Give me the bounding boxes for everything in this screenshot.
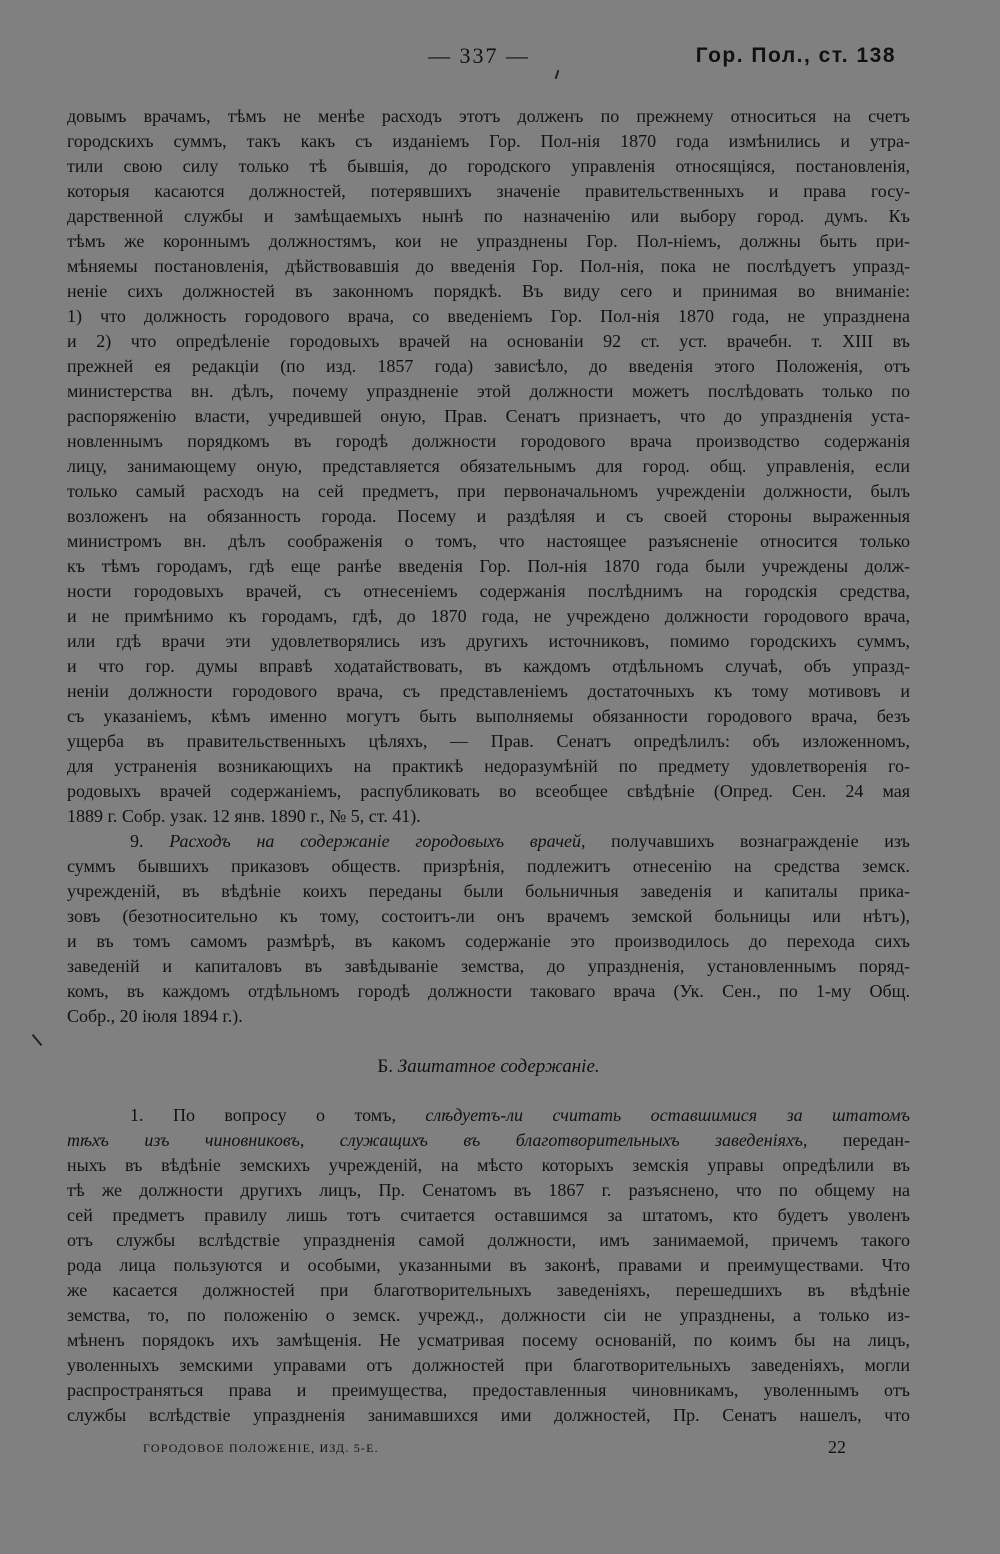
text-line: неніи должности городового врача, съ представленіемъ достаточныхъ къ тому мотивовъ и	[67, 681, 910, 701]
text-line: распространяться права и преимущества, предоставленныя чиновникамъ, уволеннымъ отъ	[67, 1379, 910, 1400]
page-number: — 337 —	[428, 43, 530, 68]
text-line: 1889 г. Собр. узак. 12 янв. 1890 г., № 5, ст. 41).	[67, 806, 421, 826]
text-line: отъ службы вслѣдствіе упраздненія самой должности, имъ занимаемой, причемъ такого	[67, 1229, 910, 1250]
text-run: Б.	[377, 1056, 398, 1077]
text-line: службы вслѣдствіе упраздненія занимавшихся ими должностей, Пр. Сенатъ нашелъ, что	[67, 1404, 910, 1425]
text-line: ныхъ въ вѣдѣніе земскихъ учрежденій, на мѣсто которыхъ земскія управы опредѣлили въ	[67, 1154, 910, 1175]
text-line: довымъ врачамъ, тѣмъ не менѣе расходъ этотъ долженъ по прежнему относиться на счетъ	[67, 106, 910, 126]
text-line: тѣ же должности другихъ лицъ, Пр. Сенатомъ въ 1867 г. разъяснено, что по общему на	[67, 1179, 910, 1200]
page-body	[67, 104, 910, 1428]
text-line: тили свою силу только тѣ бывшія, до городского управленія относящіяся, постановленія,	[67, 156, 910, 176]
text-line: сей предметъ правилу лишь тотъ считается оставшимся за штатомъ, кто будетъ уволенъ	[67, 1204, 910, 1225]
text-line: земства, то, по положенію о земск. учрежд., должности сіи не упразднены, а только из-	[67, 1304, 910, 1325]
text-line: министромъ вн. дѣлъ соображенія о томъ, что настоящее разъясненіе относится только	[67, 531, 910, 551]
text-line: и не примѣнимо къ городамъ, гдѣ, до 1870 года, не учреждено должности городового врача,	[67, 606, 910, 626]
text-line: министерства вн. дѣлъ, почему упраздненіе этой должности можетъ послѣдовать только по	[67, 381, 910, 401]
text-run: передан-	[807, 1129, 910, 1150]
scan-mark	[555, 70, 560, 79]
text-line: возложенъ на обязанность города. Посему и раздѣляя и съ своей стороны выраженныя	[67, 506, 910, 526]
text-line: лицу, занимающему оную, представляется обязательнымъ для город. общ. управленія, если	[67, 456, 910, 476]
text-line: учрежденій, въ вѣдѣніе коихъ переданы были больничныя заведенія и капиталы прика-	[67, 881, 910, 901]
text-line: тѣмъ же короннымъ должностямъ, кои не упразднены Гор. Пол-ніемъ, должны быть при-	[67, 231, 910, 251]
scan-mark	[32, 1034, 43, 1046]
text-line: дарственной службы и замѣщаемыхъ нынѣ по назначенію или выбору город. думъ. Къ	[67, 206, 910, 226]
text-line: уволенныхъ земскими управами отъ должностей при благотворительныхъ заведеніяхъ, могли	[67, 1354, 910, 1375]
text-line: Собр., 20 іюля 1894 г.).	[67, 1006, 243, 1026]
text-line	[67, 1054, 910, 1079]
text-line: или гдѣ врачи эти удовлетворялись изъ другихъ источниковъ, помимо городскихъ суммъ,	[67, 631, 910, 651]
text-line: мѣняемы постановленія, дѣйствовавшія до введенія Гор. Пол-нія, пока не послѣдуетъ упразд-	[67, 256, 910, 276]
italic-phrase: Расходъ на содержаніе городовыхъ врачей,	[169, 831, 586, 851]
text-line	[67, 1128, 910, 1153]
text-line: распоряженію власти, учредившей оную, Прав. Сенатъ признаетъ, что до упраздненія уста-	[67, 406, 910, 426]
text-line: городскихъ суммъ, такъ какъ съ изданіемъ Гор. Пол-нія 1870 года измѣнились и утра-	[67, 131, 910, 151]
text-run: 9.	[130, 831, 170, 851]
text-line: мѣненъ порядокъ ихъ замѣщенія. Не усматривая посему основаній, по коимъ бы на лицъ,	[67, 1329, 910, 1350]
text-line	[67, 829, 910, 854]
italic-phrase: Заштатное содержаніе.	[397, 1056, 600, 1077]
text-line: комъ, въ каждомъ отдѣльномъ городѣ должности таковаго врача (Ук. Сен., по 1-му Общ.	[67, 981, 910, 1001]
text-line: къ тѣмъ городамъ, гдѣ еще ранѣе введенія Гор. Пол-нія 1870 года были учреждены долж-	[67, 556, 910, 576]
text-run: получавшихъ вознагражденіе изъ	[585, 831, 910, 851]
text-line: ности городовыхъ врачей, съ отнесеніемъ содержанія послѣднимъ на городскія средства,	[67, 581, 910, 601]
text-line: рода лица пользуются и особыми, указанными въ законѣ, правами и преимуществами. Что	[67, 1254, 910, 1275]
text-line: новленнымъ порядкомъ въ городѣ должности городового врача производство содержанія	[67, 431, 910, 451]
italic-phrase: слѣдуетъ-ли считать оставшимися за штатомъ	[425, 1104, 910, 1125]
text-line: ущерба въ правительственныхъ цѣляхъ, — Прав. Сенатъ опредѣлилъ: объ изложенномъ,	[67, 731, 910, 751]
text-line: прежней ея редакціи (по изд. 1857 года) зависѣло, до введенія этого Положенія, отъ	[67, 356, 910, 376]
text-line: неніе сихъ должностей въ законномъ порядкѣ. Въ виду сего и принимая во вниманіе:	[67, 281, 910, 301]
text-run: 1. По вопросу о томъ,	[130, 1104, 426, 1125]
text-line: родовыхъ врачей содержаніемъ, распубликовать во всеобщее свѣдѣніе (Опред. Сен. 24 мая	[67, 781, 910, 801]
paragraph-item-1	[67, 1103, 910, 1428]
italic-phrase: тѣхъ изъ чиновниковъ, служащихъ въ благотворительныхъ заведеніяхъ,	[67, 1129, 808, 1150]
text-line: зовъ (безотносительно къ тому, состоитъ-ли онъ врачемъ земской больницы или нѣтъ),	[67, 906, 910, 926]
paragraph-continued	[67, 104, 910, 829]
paragraph-item-9	[67, 829, 910, 1029]
section-reference: Гор. Пол., ст. 138	[695, 44, 896, 67]
text-line: 1) что должность городового врача, со введеніемъ Гор. Пол-нія 1870 года, не упразднена	[67, 306, 910, 326]
running-footer-title: ГОРОДОВОЕ ПОЛОЖЕНІЕ, ИЗД. 5-Е.	[143, 1441, 379, 1455]
text-line: и что гор. думы вправѣ ходатайствовать, въ каждомъ отдѣльномъ случаѣ, объ упразд-	[67, 656, 910, 676]
text-line: съ указаніемъ, кѣмъ именно могутъ быть выполняемы обязанности городового врача, безъ	[67, 706, 910, 726]
text-line: заведеній и капиталовъ въ завѣдываніе земства, до упраздненія, установленнымъ поряд-	[67, 956, 910, 976]
text-line: и 2) что опредѣленіе городовыхъ врачей на основаніи 92 ст. уст. врачебн. т. XIII въ	[67, 331, 910, 351]
section-heading	[67, 1054, 910, 1079]
signature-mark: 22	[828, 1437, 846, 1457]
text-line: суммъ бывшихъ приказовъ обществ. призрѣнія, подлежитъ отнесенію на средства земск.	[67, 856, 910, 876]
text-line: которыя касаются должностей, потерявшихъ значеніе правительственныхъ и права госу-	[67, 181, 910, 201]
text-line	[67, 1103, 910, 1128]
text-line: для устраненія возникающихъ на практикѣ недоразумѣній по предмету удовлетворенія го-	[67, 756, 910, 776]
text-line: и въ томъ самомъ размѣрѣ, въ какомъ содержаніе это производилось до перехода сихъ	[67, 931, 910, 951]
text-line: только самый расходъ на сей предметъ, при первоначальномъ учрежденіи должности, былъ	[67, 481, 910, 501]
text-line: же касается должностей при благотворительныхъ заведеніяхъ, перешедшихъ въ вѣдѣніе	[67, 1279, 910, 1300]
